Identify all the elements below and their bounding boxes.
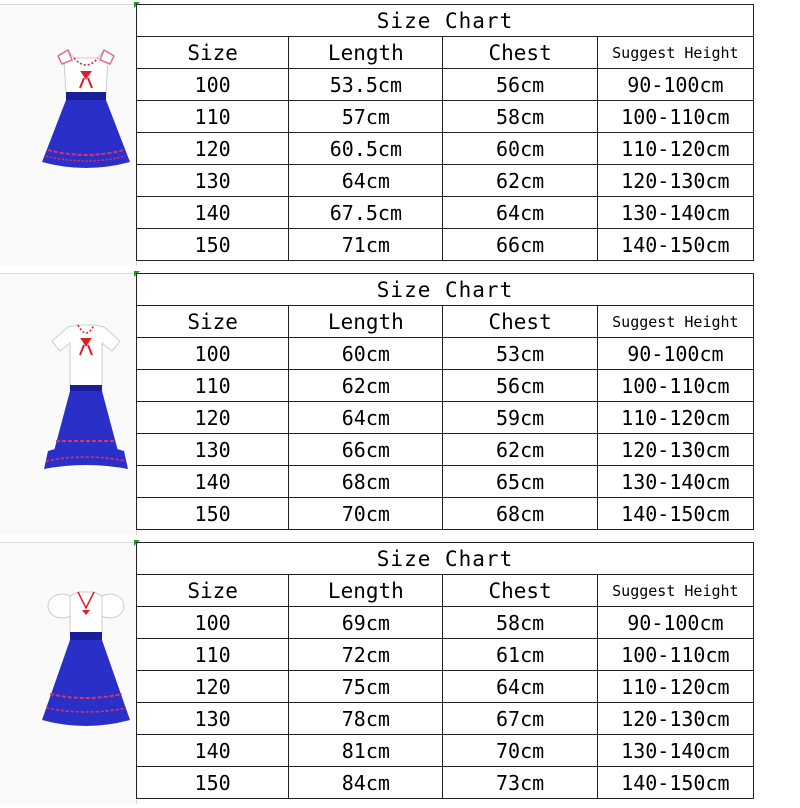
header-length: Length bbox=[289, 575, 443, 607]
chart-title: Size Chart bbox=[137, 543, 754, 575]
cell-length: 66cm bbox=[289, 434, 443, 466]
cell-chest: 56cm bbox=[443, 370, 597, 402]
cell-length: 72cm bbox=[289, 639, 443, 671]
cell-chest: 53cm bbox=[443, 338, 597, 370]
dress-sleeveless-icon bbox=[38, 32, 134, 202]
cell-height: 130-140cm bbox=[597, 466, 753, 498]
table-row bbox=[137, 735, 754, 767]
table-row bbox=[137, 498, 754, 530]
cell-height: 130-140cm bbox=[597, 735, 753, 767]
table-row bbox=[137, 370, 754, 402]
cell-height: 110-120cm bbox=[597, 133, 753, 165]
cell-length: 60.5cm bbox=[289, 133, 443, 165]
cell-height: 130-140cm bbox=[597, 197, 753, 229]
cell-chest: 70cm bbox=[443, 735, 597, 767]
size-chart-table bbox=[136, 273, 754, 530]
header-chest: Chest bbox=[443, 575, 597, 607]
cell-length: 60cm bbox=[289, 338, 443, 370]
cell-size: 140 bbox=[137, 197, 289, 229]
cell-height: 110-120cm bbox=[597, 402, 753, 434]
cell-chest: 60cm bbox=[443, 133, 597, 165]
cell-size: 100 bbox=[137, 69, 289, 101]
header-suggest-height: Suggest Height bbox=[597, 306, 753, 338]
cell-size: 110 bbox=[137, 101, 289, 133]
table-row bbox=[137, 434, 754, 466]
size-chart-section-1 bbox=[0, 4, 800, 270]
cell-size: 100 bbox=[137, 607, 289, 639]
chart-title: Size Chart bbox=[137, 5, 754, 37]
cell-length: 75cm bbox=[289, 671, 443, 703]
cell-size: 140 bbox=[137, 466, 289, 498]
cell-length: 69cm bbox=[289, 607, 443, 639]
cell-height: 100-110cm bbox=[597, 370, 753, 402]
table-row bbox=[137, 165, 754, 197]
cell-length: 62cm bbox=[289, 370, 443, 402]
cell-chest: 58cm bbox=[443, 101, 597, 133]
cell-length: 68cm bbox=[289, 466, 443, 498]
cell-size: 130 bbox=[137, 434, 289, 466]
cell-length: 70cm bbox=[289, 498, 443, 530]
cell-length: 81cm bbox=[289, 735, 443, 767]
table-row bbox=[137, 197, 754, 229]
table-row bbox=[137, 69, 754, 101]
header-size: Size bbox=[137, 306, 289, 338]
cell-height: 140-150cm bbox=[597, 767, 753, 799]
cell-length: 71cm bbox=[289, 229, 443, 261]
cell-size: 100 bbox=[137, 338, 289, 370]
dress-short-sleeve-icon bbox=[38, 301, 134, 471]
cell-height: 100-110cm bbox=[597, 639, 753, 671]
table-row bbox=[137, 671, 754, 703]
cell-chest: 64cm bbox=[443, 197, 597, 229]
table-row bbox=[137, 703, 754, 735]
cell-height: 90-100cm bbox=[597, 69, 753, 101]
product-image-cell bbox=[0, 4, 137, 266]
product-image-cell bbox=[0, 542, 137, 804]
size-chart-table bbox=[136, 4, 754, 261]
table-row bbox=[137, 639, 754, 671]
cell-chest: 68cm bbox=[443, 498, 597, 530]
header-size: Size bbox=[137, 575, 289, 607]
cell-length: 84cm bbox=[289, 767, 443, 799]
cell-length: 64cm bbox=[289, 402, 443, 434]
cell-size: 140 bbox=[137, 735, 289, 767]
table-row bbox=[137, 466, 754, 498]
cell-height: 90-100cm bbox=[597, 338, 753, 370]
table-row bbox=[137, 767, 754, 799]
cell-size: 130 bbox=[137, 703, 289, 735]
cell-length: 53.5cm bbox=[289, 69, 443, 101]
size-chart-section-3 bbox=[0, 542, 800, 808]
header-length: Length bbox=[289, 37, 443, 69]
cell-chest: 59cm bbox=[443, 402, 597, 434]
cell-chest: 61cm bbox=[443, 639, 597, 671]
cell-height: 140-150cm bbox=[597, 229, 753, 261]
header-suggest-height: Suggest Height bbox=[597, 575, 753, 607]
cell-length: 67.5cm bbox=[289, 197, 443, 229]
header-chest: Chest bbox=[443, 306, 597, 338]
cell-length: 64cm bbox=[289, 165, 443, 197]
cell-size: 150 bbox=[137, 767, 289, 799]
header-suggest-height: Suggest Height bbox=[597, 37, 753, 69]
cell-height: 120-130cm bbox=[597, 703, 753, 735]
product-image-cell bbox=[0, 273, 137, 535]
cell-chest: 73cm bbox=[443, 767, 597, 799]
cell-size: 150 bbox=[137, 229, 289, 261]
cell-size: 120 bbox=[137, 402, 289, 434]
cell-size: 120 bbox=[137, 671, 289, 703]
cell-height: 90-100cm bbox=[597, 607, 753, 639]
size-chart-table bbox=[136, 542, 754, 799]
table-row bbox=[137, 402, 754, 434]
cell-height: 110-120cm bbox=[597, 671, 753, 703]
cell-length: 57cm bbox=[289, 101, 443, 133]
cell-chest: 66cm bbox=[443, 229, 597, 261]
cell-chest: 62cm bbox=[443, 434, 597, 466]
cell-chest: 65cm bbox=[443, 466, 597, 498]
cell-size: 110 bbox=[137, 639, 289, 671]
cell-size: 110 bbox=[137, 370, 289, 402]
cell-chest: 58cm bbox=[443, 607, 597, 639]
cell-height: 100-110cm bbox=[597, 101, 753, 133]
table-row bbox=[137, 229, 754, 261]
dress-puff-sleeve-icon bbox=[38, 570, 134, 740]
cell-length: 78cm bbox=[289, 703, 443, 735]
cell-size: 150 bbox=[137, 498, 289, 530]
cell-height: 120-130cm bbox=[597, 434, 753, 466]
cell-height: 140-150cm bbox=[597, 498, 753, 530]
cell-chest: 56cm bbox=[443, 69, 597, 101]
size-chart-section-2 bbox=[0, 273, 800, 539]
cell-size: 120 bbox=[137, 133, 289, 165]
table-row bbox=[137, 133, 754, 165]
header-chest: Chest bbox=[443, 37, 597, 69]
cell-height: 120-130cm bbox=[597, 165, 753, 197]
table-row bbox=[137, 607, 754, 639]
cell-size: 130 bbox=[137, 165, 289, 197]
cell-chest: 67cm bbox=[443, 703, 597, 735]
cell-chest: 62cm bbox=[443, 165, 597, 197]
table-row bbox=[137, 101, 754, 133]
header-length: Length bbox=[289, 306, 443, 338]
chart-title: Size Chart bbox=[137, 274, 754, 306]
header-size: Size bbox=[137, 37, 289, 69]
table-row bbox=[137, 338, 754, 370]
cell-chest: 64cm bbox=[443, 671, 597, 703]
